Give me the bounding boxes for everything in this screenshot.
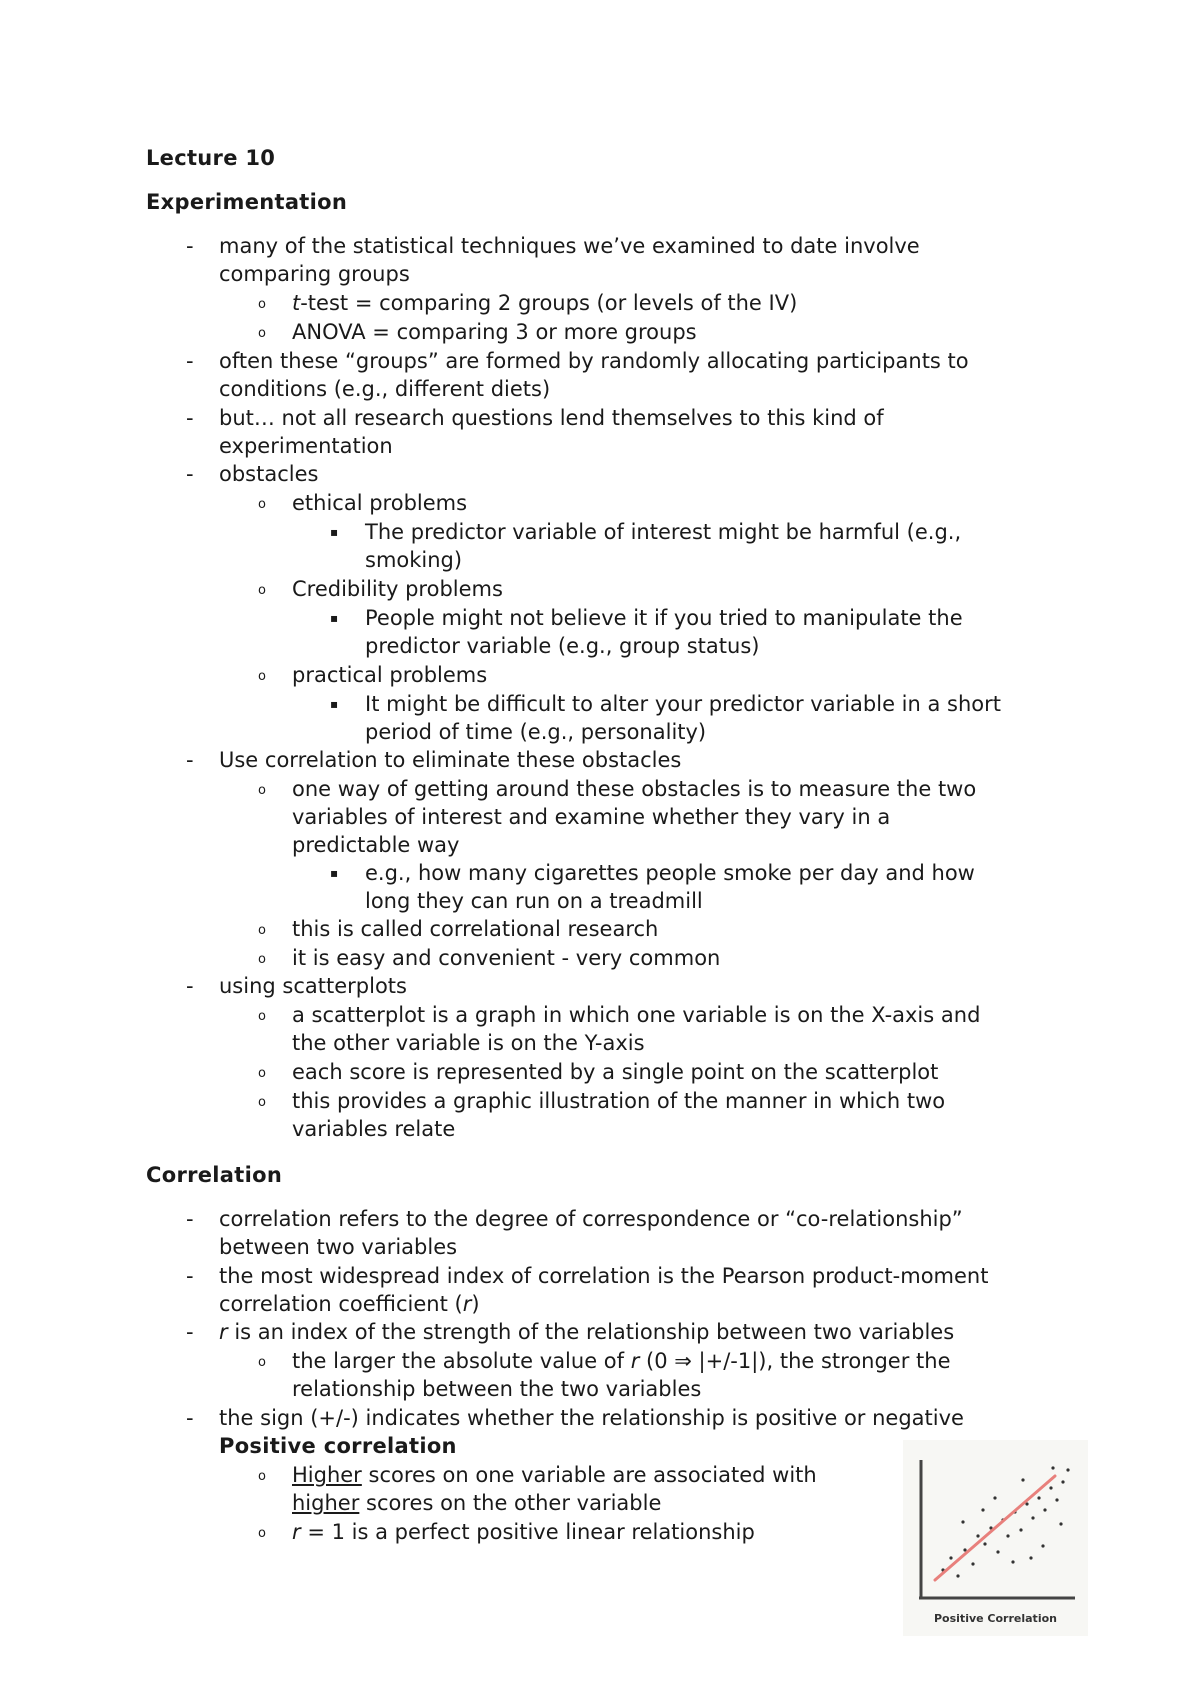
list-item: e.g., how many cigarettes people smoke per day and how bbox=[365, 861, 975, 885]
scatter-point bbox=[1066, 1468, 1069, 1471]
circle-bullet: o bbox=[258, 583, 266, 598]
list-item: Credibility problems bbox=[292, 577, 503, 601]
list-item: this provides a graphic illustration of the manner in which two bbox=[292, 1089, 946, 1113]
circle-bullet: o bbox=[258, 1095, 266, 1110]
list-item-continuation: higher scores on the other variable bbox=[292, 1491, 662, 1515]
list-item: but… not all research questions lend themselves to this kind of bbox=[219, 406, 884, 430]
scatter-point bbox=[1049, 1486, 1052, 1489]
list-item-continuation: correlation coefficient (r) bbox=[219, 1292, 480, 1316]
circle-bullet: o bbox=[258, 1526, 266, 1541]
list-item-continuation: variables of interest and examine whether they vary in a bbox=[292, 805, 891, 829]
list-item: The predictor variable of interest might be harmful (e.g., bbox=[365, 520, 962, 544]
list-item: each score is represented by a single point on the scatterplot bbox=[292, 1060, 939, 1084]
list-item: a scatterplot is a graph in which one variable is on the X-axis and bbox=[292, 1003, 981, 1027]
dash-bullet: - bbox=[186, 748, 194, 772]
circle-bullet: o bbox=[258, 497, 266, 512]
dash-bullet: - bbox=[186, 406, 194, 430]
list-item: practical problems bbox=[292, 663, 488, 687]
scatter-point bbox=[993, 1496, 996, 1499]
list-item: one way of getting around these obstacles is to measure the two bbox=[292, 777, 977, 801]
scatter-point bbox=[1021, 1478, 1024, 1481]
list-item-continuation: variables relate bbox=[292, 1117, 456, 1141]
circle-bullet: o bbox=[258, 1066, 266, 1081]
list-item: t-test = comparing 2 groups (or levels of the IV) bbox=[292, 291, 798, 315]
scatter-point bbox=[1043, 1508, 1046, 1511]
scatter-point bbox=[971, 1562, 974, 1565]
dash-bullet: - bbox=[186, 349, 194, 373]
scatter-point bbox=[1019, 1528, 1022, 1531]
circle-bullet: o bbox=[258, 1469, 266, 1484]
dash-bullet: - bbox=[186, 462, 194, 486]
scatter-point bbox=[1037, 1496, 1040, 1499]
scatter-point bbox=[949, 1556, 952, 1559]
list-item: It might be difficult to alter your predictor variable in a short bbox=[365, 692, 1001, 716]
dash-bullet: - bbox=[186, 1264, 194, 1288]
list-item: often these “groups” are formed by randomly allocating participants to bbox=[219, 349, 969, 373]
list-item: r is an index of the strength of the relationship between two variables bbox=[219, 1320, 955, 1344]
list-item: Use correlation to eliminate these obstacles bbox=[219, 748, 682, 772]
list-item: ANOVA = comparing 3 or more groups bbox=[292, 320, 697, 344]
scatter-point bbox=[1031, 1516, 1034, 1519]
list-item: it is easy and convenient - very common bbox=[292, 946, 721, 970]
list-item: using scatterplots bbox=[219, 974, 407, 998]
scatter-point bbox=[961, 1520, 964, 1523]
list-item-continuation: relationship between the two variables bbox=[292, 1377, 702, 1401]
section-heading-experimentation: Experimentation bbox=[146, 190, 348, 214]
list-item-continuation: comparing groups bbox=[219, 262, 410, 286]
list-item-continuation: conditions (e.g., different diets) bbox=[219, 377, 551, 401]
scatter-point bbox=[1011, 1560, 1014, 1563]
scatter-point bbox=[976, 1534, 979, 1537]
positive-correlation-figure bbox=[903, 1440, 1088, 1636]
subheading-positive-correlation: Positive correlation bbox=[219, 1434, 457, 1458]
list-item: many of the statistical techniques we’ve examined to date involve bbox=[219, 234, 920, 258]
circle-bullet: o bbox=[258, 669, 266, 684]
circle-bullet: o bbox=[258, 783, 266, 798]
trend-line bbox=[935, 1476, 1055, 1580]
list-item-continuation: predictable way bbox=[292, 833, 460, 857]
square-bullet: ▪ bbox=[330, 866, 339, 880]
list-item-continuation: smoking) bbox=[365, 548, 463, 572]
list-item: r = 1 is a perfect positive linear relationship bbox=[292, 1520, 755, 1544]
dash-bullet: - bbox=[186, 1320, 194, 1344]
scatter-point bbox=[983, 1542, 986, 1545]
scatter-point bbox=[956, 1574, 959, 1577]
scatter-point bbox=[1059, 1522, 1062, 1525]
list-item: the most widespread index of correlation is the Pearson product-moment bbox=[219, 1264, 989, 1288]
scatter-point bbox=[981, 1508, 984, 1511]
list-item: Higher scores on one variable are associated with bbox=[292, 1463, 817, 1487]
dash-bullet: - bbox=[186, 974, 194, 998]
circle-bullet: o bbox=[258, 952, 266, 967]
circle-bullet: o bbox=[258, 923, 266, 938]
dash-bullet: - bbox=[186, 1207, 194, 1231]
list-item-continuation: period of time (e.g., personality) bbox=[365, 720, 707, 744]
scatter-point bbox=[1061, 1480, 1064, 1483]
list-item-continuation: long they can run on a treadmill bbox=[365, 889, 703, 913]
square-bullet: ▪ bbox=[330, 525, 339, 539]
circle-bullet: o bbox=[258, 326, 266, 341]
scatterplot bbox=[903, 1440, 1088, 1612]
scatter-point bbox=[1029, 1556, 1032, 1559]
scatter-point bbox=[996, 1550, 999, 1553]
lecture-title: Lecture 10 bbox=[146, 146, 276, 170]
list-item: ethical problems bbox=[292, 491, 468, 515]
figure-caption: Positive Correlation bbox=[934, 1612, 1057, 1625]
scatter-point bbox=[1006, 1534, 1009, 1537]
list-item-continuation: predictor variable (e.g., group status) bbox=[365, 634, 760, 658]
list-item-continuation: between two variables bbox=[219, 1235, 458, 1259]
list-item: obstacles bbox=[219, 462, 319, 486]
circle-bullet: o bbox=[258, 297, 266, 312]
list-item: correlation refers to the degree of correspondence or “co-relationship” bbox=[219, 1207, 963, 1231]
list-item: the sign (+/-) indicates whether the relationship is positive or negative bbox=[219, 1406, 964, 1430]
list-item: People might not believe it if you tried to manipulate the bbox=[365, 606, 963, 630]
list-item-continuation: the other variable is on the Y-axis bbox=[292, 1031, 645, 1055]
scatter-point bbox=[1051, 1466, 1054, 1469]
circle-bullet: o bbox=[258, 1009, 266, 1024]
scatter-point bbox=[1041, 1544, 1044, 1547]
square-bullet: ▪ bbox=[330, 697, 339, 711]
list-item: this is called correlational research bbox=[292, 917, 659, 941]
scatter-point bbox=[1055, 1498, 1058, 1501]
scatter-points bbox=[941, 1466, 1069, 1577]
list-item-continuation: experimentation bbox=[219, 434, 393, 458]
circle-bullet: o bbox=[258, 1355, 266, 1370]
section-heading-correlation: Correlation bbox=[146, 1163, 283, 1187]
dash-bullet: - bbox=[186, 234, 194, 258]
dash-bullet: - bbox=[186, 1406, 194, 1430]
square-bullet: ▪ bbox=[330, 611, 339, 625]
list-item: the larger the absolute value of r (0 ⇒ |+/-1|), the stronger the bbox=[292, 1349, 951, 1373]
